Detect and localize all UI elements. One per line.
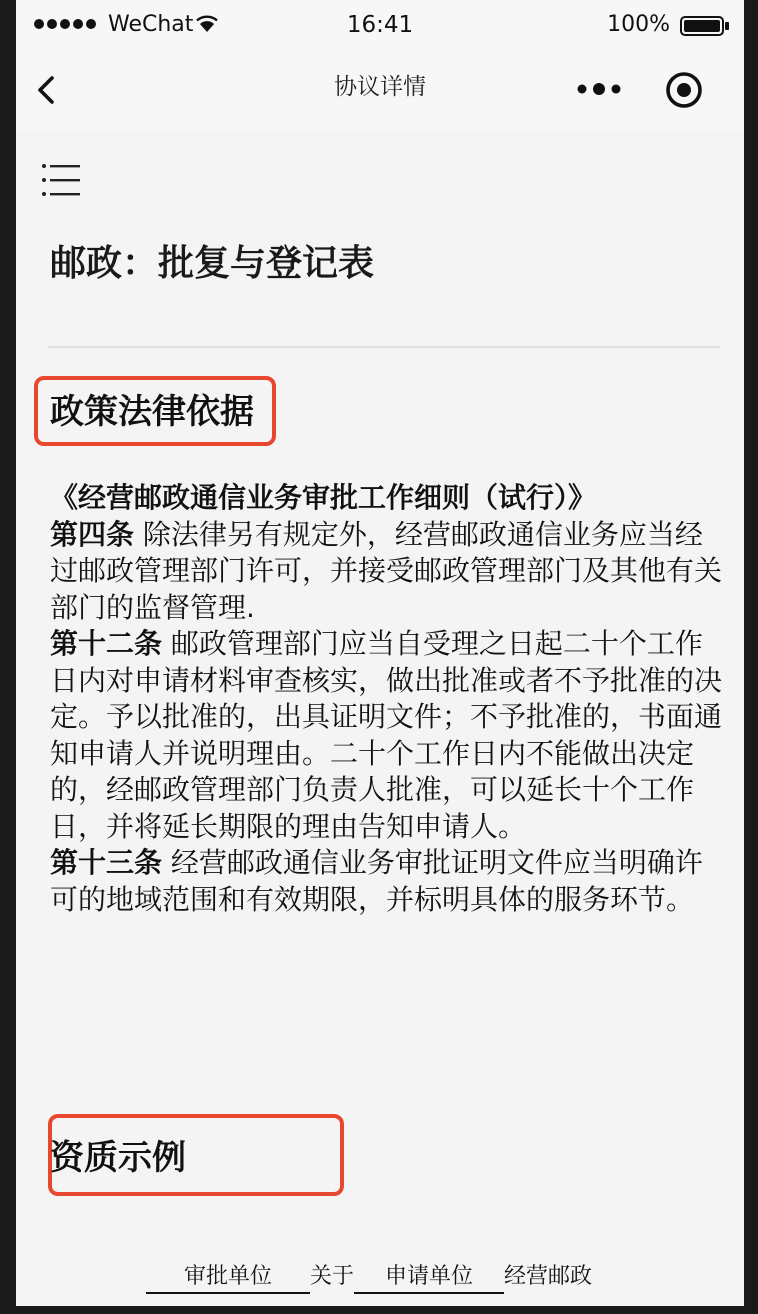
status-time: 16:41 <box>346 12 414 38</box>
article-4 <box>50 517 730 627</box>
phone-screen <box>16 0 744 1306</box>
menu-list-icon[interactable] <box>40 160 86 206</box>
law-title: 《经营邮政通信业务审批工作细则（试行）》 <box>50 481 597 514</box>
article-12 <box>50 626 730 845</box>
battery-percentage: 100% <box>607 12 670 37</box>
status-bar <box>16 0 744 50</box>
nav-title: 协议详情 <box>334 74 426 100</box>
section-heading-legal-basis: 政策法律依据 <box>50 392 254 432</box>
article-label: 第十三条 <box>50 846 163 879</box>
article-13 <box>50 845 730 918</box>
law-text <box>50 480 730 918</box>
blank-applicant-unit: 申请单位 <box>354 1262 504 1294</box>
article-label: 第四条 <box>50 517 135 551</box>
section-heading-qualification-sample: 资质示例 <box>50 1138 186 1178</box>
close-miniprogram-icon[interactable] <box>664 70 704 110</box>
page-title: 邮政：批复与登记表 <box>50 243 375 284</box>
doc-text: 关于 <box>310 1264 355 1289</box>
doc-text: 经营邮政 <box>504 1264 593 1289</box>
navigation-bar <box>16 50 744 130</box>
blank-approval-unit: 审批单位 <box>146 1262 310 1294</box>
more-options-icon[interactable] <box>576 80 622 98</box>
carrier-name: WeChat <box>108 12 194 37</box>
article-text: 经营邮政通信业务审批证明文件应当明确许可的地域范围和有效期限，并标明具体的服务环节。 <box>50 846 703 916</box>
title-divider <box>48 346 720 348</box>
article-label: 第十二条 <box>50 627 163 660</box>
article-text: 邮政管理部门应当自受理之日起二十个工作日内对申请材料审查核实，做出批准或者不予批准的决定。予以批准的，出具证明文件；不予批准的，书面通知申请人并说明理由。二十个工作日内不能做出决定的，经邮政管理部门负责人批准，可以延长十个工作日，并将延长期限的理由告知申请人。 <box>50 627 723 843</box>
sample-document-line <box>146 1262 592 1294</box>
article-text: 除法律另有规定外，经营邮政通信业务应当经过邮政管理部门许可，并接受邮政管理部门及其他有关部门的监督管理. <box>50 517 723 624</box>
battery-icon <box>680 16 730 36</box>
